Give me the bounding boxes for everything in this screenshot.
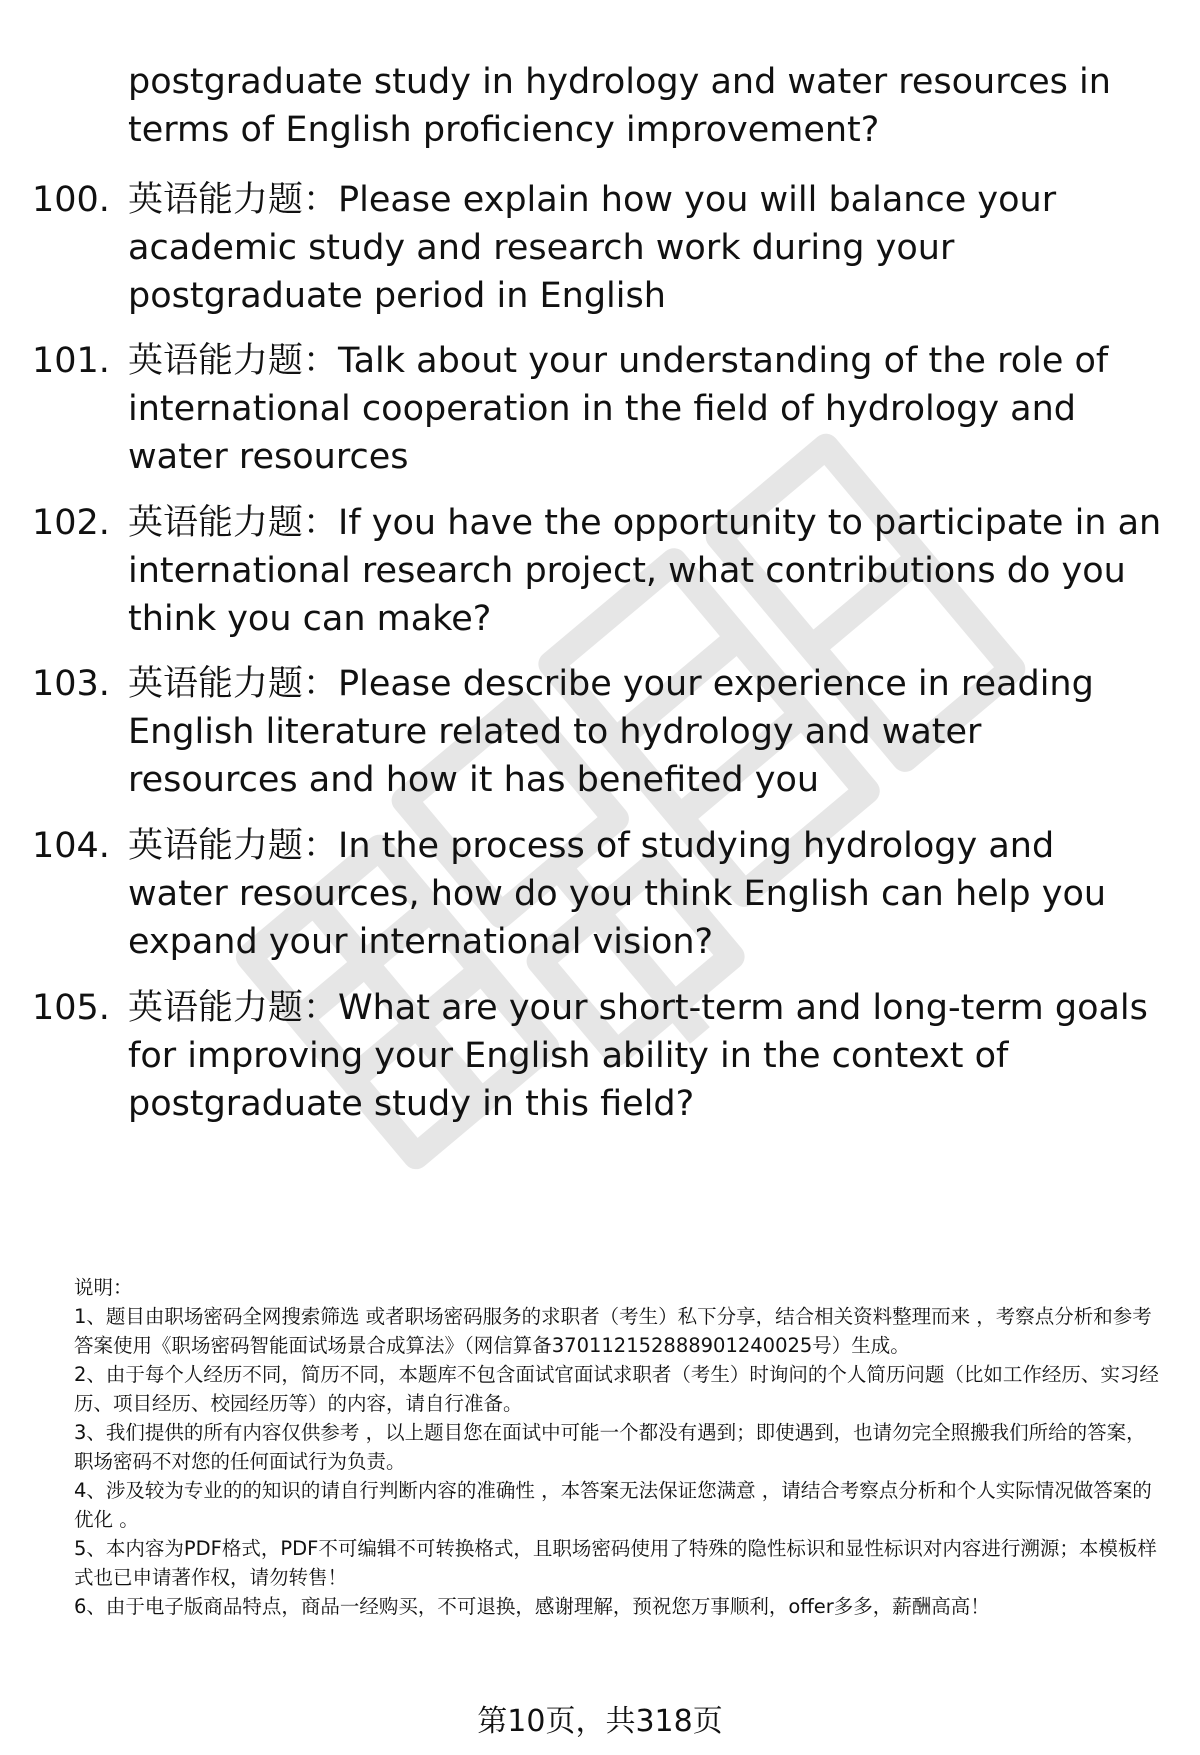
question-item [32,176,1162,320]
question-item [32,822,1162,966]
question-number: 104. [32,826,110,866]
note-item: 2、由于每个人经历不同，简历不同，本题库不包含面试官面试求职者（考生）时询问的个人简历问题（比如工作经历、实习经历、项目经历、校园经历等）的内容，请自行准备。 [74,1363,1159,1415]
question-item [32,499,1162,643]
question-text: 英语能力题：If you have the opportunity to participate in an international research project, what contributions do you think you can make? [128,503,1162,639]
notes-section [74,1273,1164,1621]
note-item: 3、我们提供的所有内容仅供参考 ，以上题目您在面试中可能一个都没有遇到；即使遇到，也请勿完全照搬我们所给的答案，职场密码不对您的任何面试行为负责。 [74,1421,1146,1473]
note-item: 6、由于电子版商品特点，商品一经购买，不可退换，感谢理解，预祝您万事顺利，offer多多，薪酬高高！ [74,1595,990,1618]
question-text: 英语能力题：Talk about your understanding of the role of international cooperation in the field of hydrology and water resources [128,341,1109,477]
notes-heading: 说明： [74,1276,133,1299]
question-number: 101. [32,341,110,381]
question-number: 102. [32,503,110,543]
page-number: 第10页，共318页 [477,1704,723,1739]
question-number: 100. [32,180,110,220]
question-text: 英语能力题：What are your short-term and long-term goals for improving your English ability in the context of postgraduate study in this field? [128,988,1148,1124]
question-item [32,984,1162,1128]
question-item [32,337,1162,481]
question-text: 英语能力题：Please describe your experience in reading English literature related to hydrology and water resources and how it has benefited you [128,664,1094,800]
question-text: 英语能力题：Please explain how you will balance your academic study and research work during your postgraduate period in English [128,180,1057,316]
question-text: 英语能力题：In the process of studying hydrology and water resources, how do you think English can help you expand your international vision? [128,826,1107,962]
note-item: 4、涉及较为专业的的知识的请自行判断内容的准确性 ，本答案无法保证您满意 ，请结合考察点分析和个人实际情况做答案的优化 。 [74,1479,1152,1531]
note-item: 5、本内容为PDF格式，PDF不可编辑不可转换格式，且职场密码使用了特殊的隐性标识和显性标识对内容进行溯源；本模板样式也已申请著作权，请勿转售！ [74,1537,1157,1589]
question-number: 103. [32,664,110,704]
note-item: 1、题目由职场密码全网搜索筛选 或者职场密码服务的求职者（考生）私下分享，结合相关资料整理而来 ，考察点分析和参考答案使用《职场密码智能面试场景合成算法》（网信算备370112152888901240025号）生成。 [74,1305,1152,1357]
question-item [32,660,1162,804]
intro-text: postgraduate study in hydrology and water resources in terms of English proficiency improvement? [128,62,1111,150]
question-number: 105. [32,988,110,1028]
